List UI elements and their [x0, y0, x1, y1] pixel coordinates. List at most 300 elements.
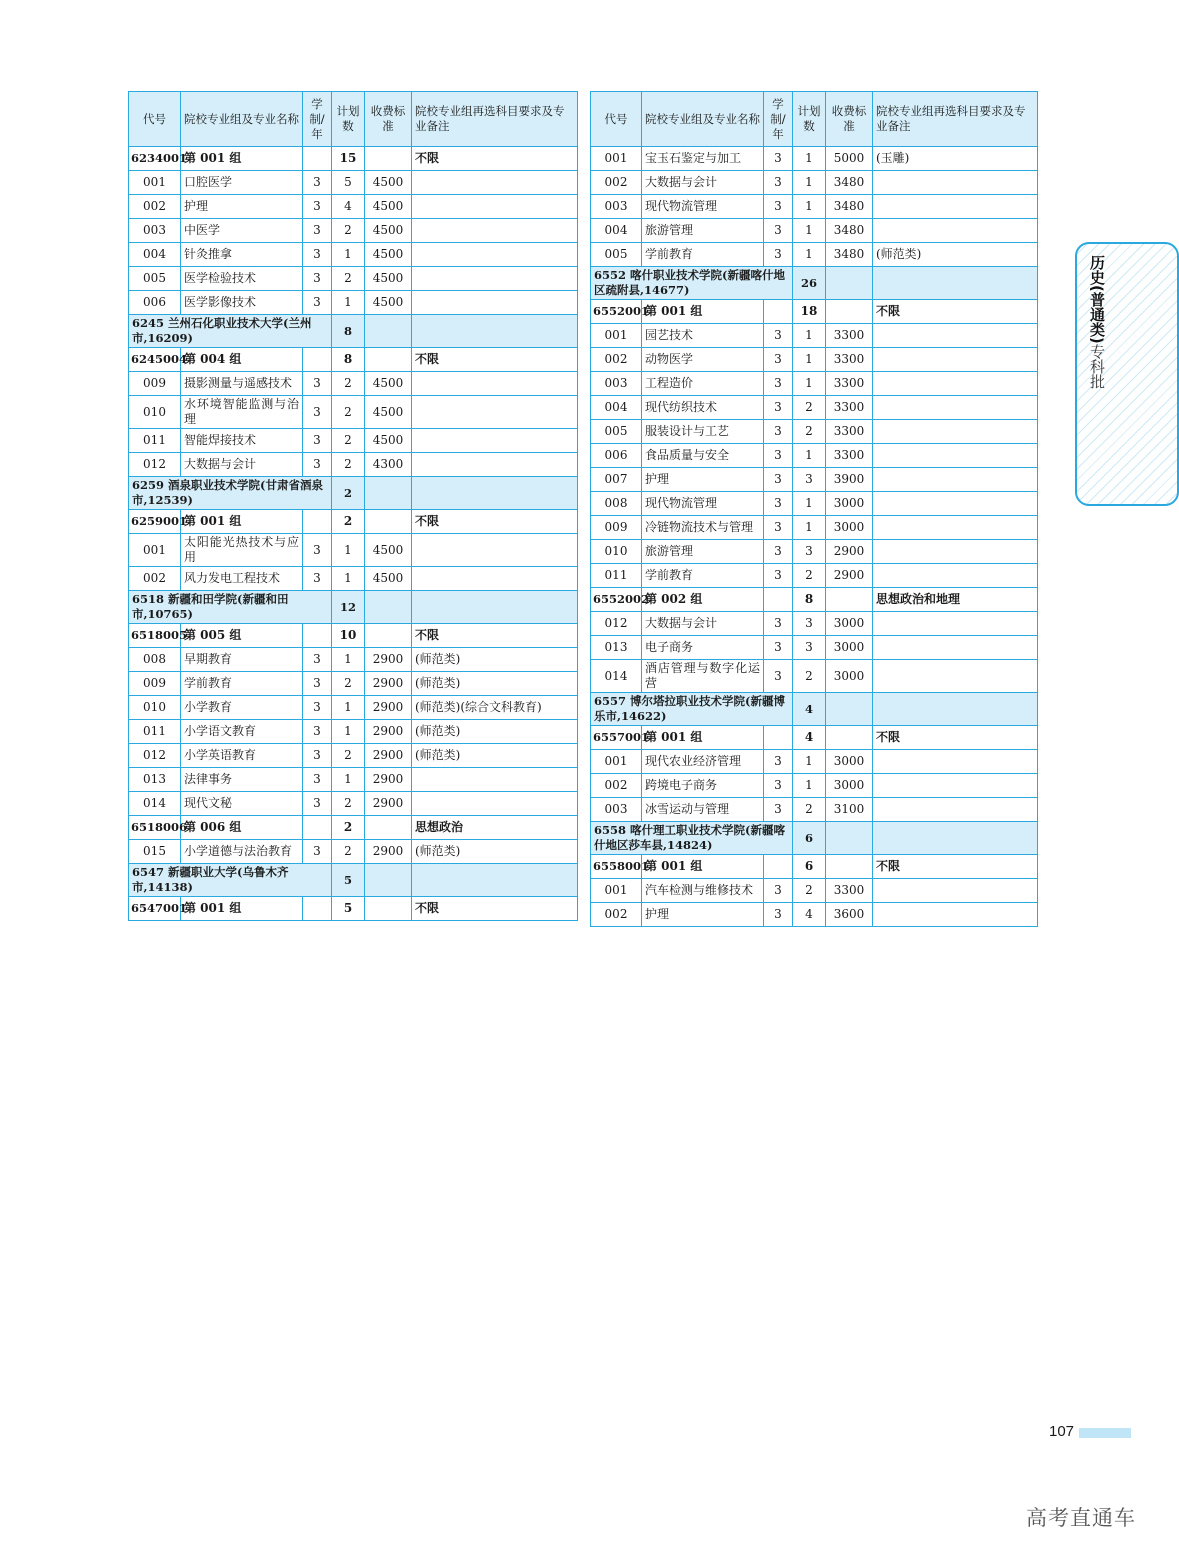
major-name: 服装设计与工艺	[642, 420, 764, 444]
plan-count: 2	[793, 798, 826, 822]
major-code: 009	[129, 372, 181, 396]
major-row	[591, 564, 1038, 588]
fee-cell	[826, 267, 873, 300]
study-years: 3	[303, 648, 332, 672]
plan-count: 2	[332, 840, 365, 864]
school-row	[129, 591, 578, 624]
tuition-fee: 3480	[826, 243, 873, 267]
major-code: 011	[591, 564, 642, 588]
study-years: 3	[764, 636, 793, 660]
group-code: 6547001	[129, 897, 181, 921]
plan-count: 2	[793, 420, 826, 444]
tuition-fee: 3300	[826, 879, 873, 903]
study-years: 3	[764, 612, 793, 636]
major-row	[129, 429, 578, 453]
plan-count: 5	[332, 864, 365, 897]
major-code: 012	[129, 744, 181, 768]
tuition-fee: 3480	[826, 195, 873, 219]
plan-count: 4	[793, 693, 826, 726]
major-name: 护理	[181, 195, 303, 219]
major-code: 001	[591, 750, 642, 774]
major-code: 008	[591, 492, 642, 516]
plan-count: 3	[793, 636, 826, 660]
group-name: 第 001 组	[642, 726, 764, 750]
study-years: 3	[303, 219, 332, 243]
group-code: 6245004	[129, 348, 181, 372]
study-years: 3	[303, 243, 332, 267]
major-code: 010	[591, 540, 642, 564]
major-row	[129, 534, 578, 567]
major-name: 食品质量与安全	[642, 444, 764, 468]
plan-count: 12	[332, 591, 365, 624]
plan-count: 1	[793, 195, 826, 219]
major-remark	[412, 768, 578, 792]
plan-count: 1	[332, 720, 365, 744]
major-code: 005	[591, 243, 642, 267]
study-years: 3	[764, 774, 793, 798]
study-years: 3	[764, 564, 793, 588]
table-body-left	[129, 147, 578, 921]
major-name: 园艺技术	[642, 324, 764, 348]
tuition-fee: 4500	[365, 171, 412, 195]
enrollment-table-left	[128, 91, 578, 921]
major-code: 001	[129, 171, 181, 195]
major-name: 学前教育	[181, 672, 303, 696]
major-name: 小学道德与法治教育	[181, 840, 303, 864]
header-name: 院校专业组及专业名称	[181, 92, 303, 147]
major-remark	[873, 879, 1038, 903]
major-name: 法律事务	[181, 768, 303, 792]
group-name: 第 005 组	[181, 624, 303, 648]
tuition-fee: 2900	[365, 744, 412, 768]
major-row	[591, 372, 1038, 396]
group-name: 第 001 组	[181, 510, 303, 534]
major-code: 014	[591, 660, 642, 693]
major-code: 010	[129, 396, 181, 429]
group-row	[591, 588, 1038, 612]
major-code: 005	[591, 420, 642, 444]
major-name: 小学教育	[181, 696, 303, 720]
group-row	[591, 726, 1038, 750]
plan-count: 1	[793, 750, 826, 774]
header-code: 代号	[129, 92, 181, 147]
major-name: 电子商务	[642, 636, 764, 660]
group-row	[129, 624, 578, 648]
plan-count: 1	[332, 768, 365, 792]
group-row	[591, 300, 1038, 324]
major-remark	[873, 660, 1038, 693]
major-row	[591, 324, 1038, 348]
header-code: 代号	[591, 92, 642, 147]
tuition-fee: 5000	[826, 147, 873, 171]
group-name: 第 004 组	[181, 348, 303, 372]
major-row	[591, 219, 1038, 243]
major-remark	[873, 420, 1038, 444]
major-name: 现代农业经济管理	[642, 750, 764, 774]
plan-count: 1	[793, 243, 826, 267]
major-row	[591, 636, 1038, 660]
major-remark	[412, 534, 578, 567]
tuition-fee: 3000	[826, 612, 873, 636]
school-row	[129, 315, 578, 348]
header-fee: 收费标准	[365, 92, 412, 147]
major-remark: (师范类)	[412, 744, 578, 768]
major-remark	[873, 492, 1038, 516]
remark-cell	[412, 315, 578, 348]
plan-count: 1	[793, 444, 826, 468]
page-number-bar	[1079, 1428, 1131, 1438]
major-remark	[412, 243, 578, 267]
tuition-fee: 3300	[826, 324, 873, 348]
plan-count: 2	[332, 372, 365, 396]
tuition-fee: 3600	[826, 903, 873, 927]
group-code: 6518006	[129, 816, 181, 840]
years-cell	[303, 348, 332, 372]
study-years: 3	[764, 147, 793, 171]
school-name: 6557 博尔塔拉职业技术学院(新疆博乐市,14622)	[591, 693, 793, 726]
plan-count: 2	[793, 564, 826, 588]
fee-cell	[826, 822, 873, 855]
tuition-fee: 3900	[826, 468, 873, 492]
school-row	[591, 267, 1038, 300]
tuition-fee: 3000	[826, 492, 873, 516]
tuition-fee: 3480	[826, 219, 873, 243]
plan-count: 1	[793, 324, 826, 348]
major-row	[591, 774, 1038, 798]
tuition-fee: 3000	[826, 774, 873, 798]
tuition-fee: 3480	[826, 171, 873, 195]
major-name: 医学检验技术	[181, 267, 303, 291]
header-name: 院校专业组及专业名称	[642, 92, 764, 147]
major-remark: (师范类)(综合文科教育)	[412, 696, 578, 720]
plan-count: 2	[332, 267, 365, 291]
tuition-fee: 4500	[365, 534, 412, 567]
study-years: 3	[764, 540, 793, 564]
study-years: 3	[764, 219, 793, 243]
study-years: 3	[764, 396, 793, 420]
major-name: 宝玉石鉴定与加工	[642, 147, 764, 171]
study-years: 3	[764, 492, 793, 516]
plan-count: 10	[332, 624, 365, 648]
years-cell	[303, 816, 332, 840]
plan-count: 2	[332, 396, 365, 429]
major-remark	[412, 219, 578, 243]
header-remark: 院校专业组再选科目要求及专业备注	[412, 92, 578, 147]
group-name: 第 001 组	[181, 897, 303, 921]
study-years: 3	[764, 420, 793, 444]
major-remark	[873, 798, 1038, 822]
fee-cell	[826, 693, 873, 726]
major-code: 001	[591, 324, 642, 348]
fee-cell	[365, 510, 412, 534]
subject-requirement: 思想政治	[412, 816, 578, 840]
major-code: 006	[129, 291, 181, 315]
major-code: 009	[591, 516, 642, 540]
major-row	[129, 696, 578, 720]
category-label: 历史(普通类)	[1088, 255, 1106, 344]
study-years: 3	[303, 720, 332, 744]
plan-count: 1	[332, 243, 365, 267]
tuition-fee: 2900	[365, 840, 412, 864]
school-name: 6518 新疆和田学院(新疆和田市,10765)	[129, 591, 332, 624]
major-code: 005	[129, 267, 181, 291]
study-years: 3	[303, 696, 332, 720]
group-name: 第 001 组	[642, 855, 764, 879]
study-years: 3	[303, 672, 332, 696]
major-remark	[873, 903, 1038, 927]
major-remark: (师范类)	[412, 648, 578, 672]
plan-count: 2	[332, 816, 365, 840]
plan-count: 6	[793, 822, 826, 855]
major-name: 大数据与会计	[642, 171, 764, 195]
major-code: 002	[129, 567, 181, 591]
major-name: 太阳能光热技术与应用	[181, 534, 303, 567]
plan-count: 4	[793, 903, 826, 927]
plan-count: 1	[332, 534, 365, 567]
major-code: 004	[591, 396, 642, 420]
fee-cell	[365, 348, 412, 372]
study-years: 3	[303, 567, 332, 591]
plan-count: 2	[332, 477, 365, 510]
major-remark	[412, 429, 578, 453]
major-remark: (师范类)	[412, 840, 578, 864]
study-years: 3	[303, 792, 332, 816]
major-name: 口腔医学	[181, 171, 303, 195]
major-name: 护理	[642, 903, 764, 927]
header-years: 学制/年	[764, 92, 793, 147]
group-code: 6552002	[591, 588, 642, 612]
major-code: 001	[129, 534, 181, 567]
major-remark: (玉雕)	[873, 147, 1038, 171]
school-name: 6547 新疆职业大学(乌鲁木齐市,14138)	[129, 864, 332, 897]
major-name: 动物医学	[642, 348, 764, 372]
major-row	[591, 903, 1038, 927]
major-remark	[873, 372, 1038, 396]
tuition-fee: 3300	[826, 444, 873, 468]
study-years: 3	[764, 195, 793, 219]
major-row	[591, 420, 1038, 444]
tuition-fee: 4500	[365, 291, 412, 315]
plan-count: 2	[793, 660, 826, 693]
major-remark	[412, 453, 578, 477]
major-code: 012	[129, 453, 181, 477]
school-name: 6552 喀什职业技术学院(新疆喀什地区疏附县,14677)	[591, 267, 793, 300]
major-code: 001	[591, 147, 642, 171]
major-remark	[873, 444, 1038, 468]
major-row	[591, 750, 1038, 774]
major-code: 008	[129, 648, 181, 672]
major-row	[591, 492, 1038, 516]
major-code: 002	[591, 774, 642, 798]
major-remark	[412, 567, 578, 591]
major-row	[129, 453, 578, 477]
major-name: 小学语文教育	[181, 720, 303, 744]
major-row	[591, 612, 1038, 636]
tuition-fee: 4500	[365, 396, 412, 429]
major-remark	[873, 564, 1038, 588]
enrollment-table-right	[590, 91, 1038, 927]
plan-count: 1	[793, 348, 826, 372]
group-name: 第 002 组	[642, 588, 764, 612]
plan-count: 1	[793, 147, 826, 171]
major-row	[129, 768, 578, 792]
major-code: 002	[129, 195, 181, 219]
major-row	[591, 195, 1038, 219]
study-years: 3	[764, 243, 793, 267]
major-name: 护理	[642, 468, 764, 492]
major-name: 现代文秘	[181, 792, 303, 816]
major-row	[129, 792, 578, 816]
header-fee: 收费标准	[826, 92, 873, 147]
study-years: 3	[764, 444, 793, 468]
years-cell	[764, 300, 793, 324]
major-row	[129, 243, 578, 267]
major-name: 冰雪运动与管理	[642, 798, 764, 822]
school-name: 6558 喀什理工职业技术学院(新疆喀什地区莎车县,14824)	[591, 822, 793, 855]
major-remark	[873, 612, 1038, 636]
plan-count: 8	[332, 315, 365, 348]
major-name: 现代纺织技术	[642, 396, 764, 420]
tuition-fee: 4500	[365, 567, 412, 591]
major-name: 旅游管理	[642, 540, 764, 564]
major-remark	[873, 396, 1038, 420]
subject-requirement: 不限	[412, 348, 578, 372]
major-name: 摄影测量与遥感技术	[181, 372, 303, 396]
plan-count: 3	[793, 468, 826, 492]
tuition-fee: 4300	[365, 453, 412, 477]
major-code: 002	[591, 348, 642, 372]
plan-count: 2	[793, 396, 826, 420]
major-row	[591, 243, 1038, 267]
major-code: 003	[591, 372, 642, 396]
tuition-fee: 2900	[826, 540, 873, 564]
study-years: 3	[764, 171, 793, 195]
tuition-fee: 4500	[365, 219, 412, 243]
major-remark	[873, 636, 1038, 660]
tuition-fee: 4500	[365, 243, 412, 267]
plan-count: 18	[793, 300, 826, 324]
major-remark	[873, 516, 1038, 540]
remark-cell	[873, 822, 1038, 855]
major-row	[129, 195, 578, 219]
group-name: 第 001 组	[181, 147, 303, 171]
tuition-fee: 4500	[365, 372, 412, 396]
major-row	[129, 720, 578, 744]
plan-count: 2	[332, 219, 365, 243]
major-remark	[873, 219, 1038, 243]
school-row	[129, 864, 578, 897]
fee-cell	[365, 315, 412, 348]
remark-cell	[412, 591, 578, 624]
tuition-fee: 4500	[365, 429, 412, 453]
group-name: 第 001 组	[642, 300, 764, 324]
group-name: 第 006 组	[181, 816, 303, 840]
major-remark	[873, 195, 1038, 219]
tuition-fee: 3300	[826, 372, 873, 396]
major-remark	[412, 372, 578, 396]
plan-count: 8	[332, 348, 365, 372]
major-name: 中医学	[181, 219, 303, 243]
group-code: 6234001	[129, 147, 181, 171]
major-remark: (师范类)	[412, 720, 578, 744]
major-row	[129, 267, 578, 291]
plan-count: 26	[793, 267, 826, 300]
study-years: 3	[764, 750, 793, 774]
subject-requirement: 不限	[873, 300, 1038, 324]
plan-count: 4	[793, 726, 826, 750]
batch-label: 专科批	[1088, 343, 1106, 389]
major-code: 003	[591, 195, 642, 219]
major-code: 001	[591, 879, 642, 903]
major-name: 风力发电工程技术	[181, 567, 303, 591]
plan-count: 1	[332, 567, 365, 591]
subject-requirement: 不限	[412, 510, 578, 534]
remark-cell	[873, 693, 1038, 726]
major-remark	[412, 396, 578, 429]
major-row	[591, 444, 1038, 468]
plan-count: 6	[793, 855, 826, 879]
major-name: 跨境电子商务	[642, 774, 764, 798]
major-code: 011	[129, 720, 181, 744]
plan-count: 3	[793, 612, 826, 636]
study-years: 3	[764, 324, 793, 348]
fee-cell	[365, 624, 412, 648]
major-name: 现代物流管理	[642, 195, 764, 219]
major-remark	[412, 291, 578, 315]
major-remark	[873, 540, 1038, 564]
plan-count: 2	[793, 879, 826, 903]
major-code: 002	[591, 903, 642, 927]
major-row	[591, 348, 1038, 372]
school-row	[591, 822, 1038, 855]
plan-count: 2	[332, 510, 365, 534]
school-row	[129, 477, 578, 510]
major-row	[129, 840, 578, 864]
school-name: 6259 酒泉职业技术学院(甘肃省酒泉市,12539)	[129, 477, 332, 510]
header-remark: 院校专业组再选科目要求及专业备注	[873, 92, 1038, 147]
major-name: 酒店管理与数字化运营	[642, 660, 764, 693]
plan-count: 1	[793, 492, 826, 516]
group-row	[591, 855, 1038, 879]
major-code: 010	[129, 696, 181, 720]
group-row	[129, 348, 578, 372]
years-cell	[764, 726, 793, 750]
major-code: 003	[129, 219, 181, 243]
tuition-fee: 3100	[826, 798, 873, 822]
tuition-fee: 3000	[826, 516, 873, 540]
major-code: 014	[129, 792, 181, 816]
major-remark	[873, 348, 1038, 372]
major-code: 012	[591, 612, 642, 636]
major-code: 002	[591, 171, 642, 195]
subject-requirement: 不限	[412, 147, 578, 171]
tuition-fee: 2900	[365, 648, 412, 672]
tuition-fee: 2900	[826, 564, 873, 588]
study-years: 3	[764, 798, 793, 822]
plan-count: 1	[332, 648, 365, 672]
tuition-fee: 2900	[365, 672, 412, 696]
group-row	[129, 510, 578, 534]
major-name: 学前教育	[642, 243, 764, 267]
years-cell	[303, 147, 332, 171]
study-years: 3	[303, 267, 332, 291]
major-row	[129, 219, 578, 243]
study-years: 3	[303, 534, 332, 567]
major-remark	[412, 267, 578, 291]
table-header-row	[129, 92, 578, 147]
major-name: 冷链物流技术与管理	[642, 516, 764, 540]
major-row	[591, 468, 1038, 492]
